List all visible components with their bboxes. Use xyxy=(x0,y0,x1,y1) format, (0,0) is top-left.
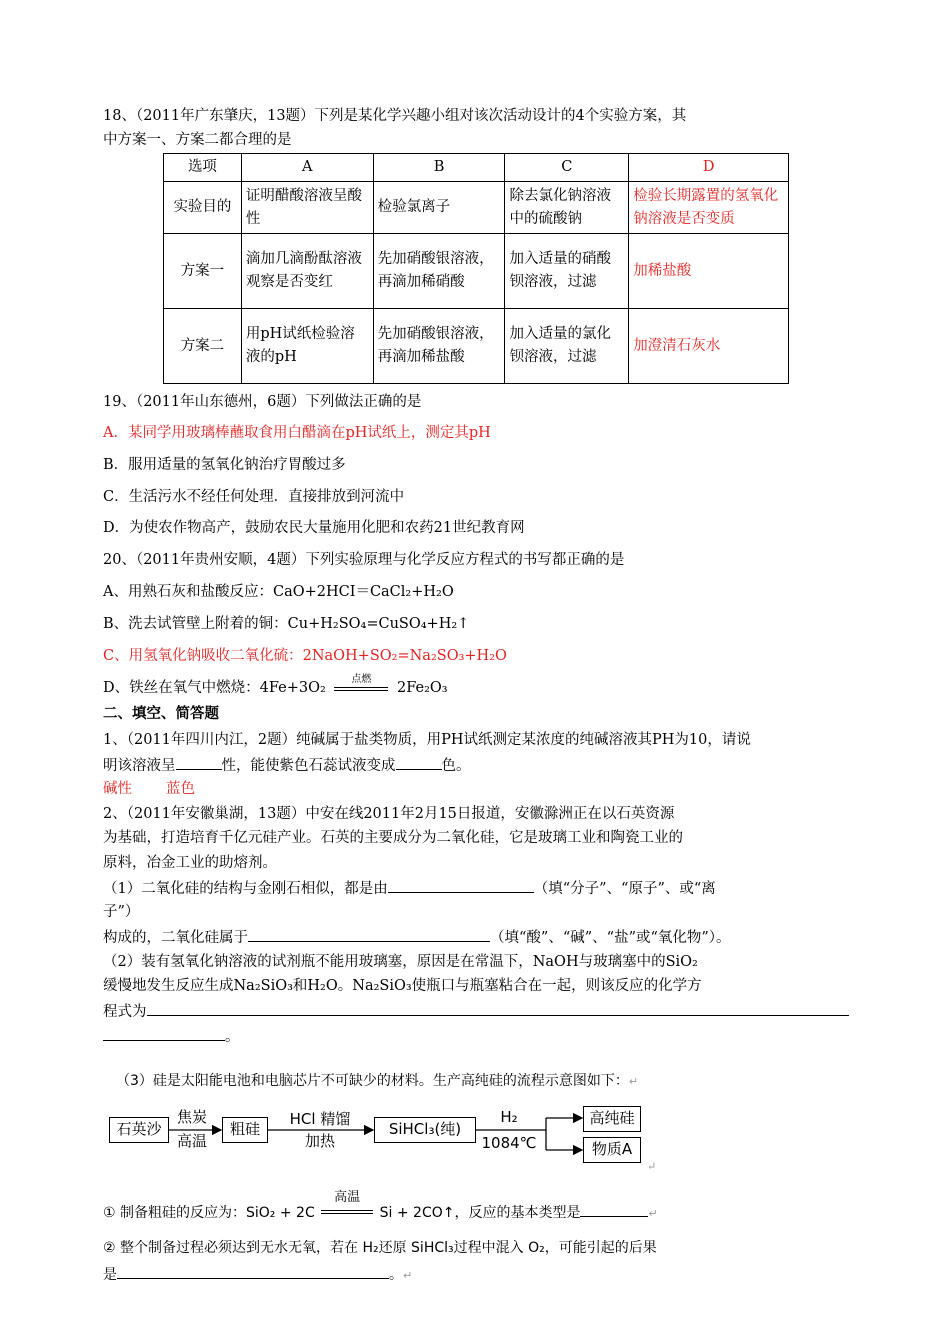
q2-part1-line1: （1）二氧化硅的结构与金刚石相似，都是由 （填“分子”、“原子”、或“离 xyxy=(103,878,716,899)
q2-line1: 2、（2011年安徽巢湖，13题）中安在线2011年2月15日报道，安徽滁洲正在以石英资源 xyxy=(103,806,675,822)
table-cell: 加澄清石灰水 xyxy=(629,309,789,384)
reaction-condition xyxy=(319,1190,375,1222)
q20-option-d-left: D、铁丝在氧气中燃烧：4Fe+3O₂ xyxy=(103,680,326,696)
q1-line1: 1、（2011年四川内江，2题）纯碱属于盐类物质，用PH试纸测定某浓度的纯碱溶液其PH为10，请说 xyxy=(103,732,751,748)
q19-option-c: C．生活污水不经任何处理．直接排放到河流中 xyxy=(103,489,405,505)
q20-option-c: C、用氢氧化钠吸收二氧化硫：2NaOH+SO₂=Na₂SO₃+H₂O xyxy=(103,648,507,664)
q2-part1-line3: 构成的，二氧化硅属于 （填“酸”、“碱”、“盐”或“氧化物”）。 xyxy=(103,927,731,948)
q2-part2-line3: 程式为 xyxy=(103,1001,849,1022)
table-cell: 实验目的 xyxy=(164,182,242,234)
table-header-cell: D xyxy=(629,154,789,182)
q1-line2: 明该溶液呈 性，能使紫色石蕊试液变成 色。 xyxy=(103,755,471,776)
condition-label: 点燃 xyxy=(351,674,372,685)
section-title: 二、填空、简答题 xyxy=(103,706,219,722)
table-header-cell: A xyxy=(241,154,373,182)
return-icon: ↵ xyxy=(403,1269,413,1282)
q19-option-a: A．某同学用玻璃棒蘸取食用白醋滴在pH试纸上，测定其pH xyxy=(103,425,491,441)
table-cell: 检验长期露置的氢氧化钠溶液是否变质 xyxy=(629,182,789,234)
q2-part3-step2-line2: 是 。↵ xyxy=(103,1264,412,1286)
flow-box-pure-silicon: 高纯硅 xyxy=(583,1106,641,1132)
table-cell: 加稀盐酸 xyxy=(629,234,789,309)
table-header-cell: C xyxy=(505,154,629,182)
q2-part3-step1: ① 制备粗硅的反应为：SiO₂ + 2C 高温 Si + 2CO↑，反应的基本类型是 ↵ xyxy=(103,1190,658,1221)
q2-part2-line2: 缓慢地发生反应生成Na₂SiO₃和H₂O。Na₂SiO₃使瓶口与瓶塞粘合在一起，则该反应的化学方 xyxy=(103,978,702,994)
table-cell: 用pH试纸检验溶液的pH xyxy=(241,309,373,384)
flow-box-quartz-sand: 石英沙 xyxy=(109,1117,169,1143)
table-cell: 除去氯化钠溶液中的硫酸钠 xyxy=(505,182,629,234)
table-header-cell: 选项 xyxy=(164,154,242,182)
answer-1: 碱性 xyxy=(103,781,132,797)
return-icon: ↵ xyxy=(648,1207,658,1220)
flow-box-crude-silicon: 粗硅 xyxy=(222,1117,268,1143)
table-header-cell: B xyxy=(373,154,505,182)
q20-option-a: A、用熟石灰和盐酸反应：CaO+2HCI＝CaCl₂+H₂O xyxy=(103,584,454,600)
q2-part3-intro: （3）硅是太阳能电池和电脑芯片不可缺少的材料。生产高纯硅的流程示意图如下：↵ xyxy=(116,1073,639,1089)
answer-2: 蓝色 xyxy=(166,781,195,797)
return-icon: ↵ xyxy=(628,1075,639,1088)
q20-option-d-right: 2Fe₂O₃ xyxy=(397,680,448,696)
q19-option-b: B．服用适量的氢氧化钠治疗胃酸过多 xyxy=(103,457,346,473)
table-cell: 检验氯离子 xyxy=(373,182,505,234)
q20-stem: 20、（2011年贵州安顺，4题）下列实验原理与化学反应方程式的书写都正确的是 xyxy=(103,552,625,568)
flow-label: 高温 xyxy=(176,1132,207,1150)
q2-part1-line2: 子”） xyxy=(103,904,140,920)
q19-option-d: D．为使农作物高产，鼓励农民大量施用化肥和农药21世纪教育网 xyxy=(103,520,525,536)
table-cell: 先加硝酸银溶液，再滴加稀盐酸 xyxy=(373,309,505,384)
condition-label: 高温 xyxy=(334,1190,361,1205)
q19-stem: 19、（2011年山东德州，6题）下列做法正确的是 xyxy=(103,394,422,410)
q20-option-b: B、洗去试管壁上附着的铜：Cu+H₂SO₄=CuSO₄+H₂↑ xyxy=(103,616,470,632)
return-icon: ↵ xyxy=(647,1160,657,1173)
table-cell: 证明醋酸溶液呈酸性 xyxy=(241,182,373,234)
answer-blank[interactable] xyxy=(580,1202,648,1217)
q2-line3: 原料，冶金工业的助熔剂。 xyxy=(103,855,277,871)
flow-label: HCl 精馏 xyxy=(289,1110,351,1128)
flow-box-sihcl3: SiHCl₃(纯) xyxy=(374,1117,476,1143)
answer-blank[interactable] xyxy=(117,1264,389,1279)
table-cell: 加入适量的氯化钡溶液，过滤 xyxy=(505,309,629,384)
table-cell: 滴加几滴酚酞溶液观察是否变红 xyxy=(241,234,373,309)
q2-part2-line4: 。 xyxy=(103,1026,240,1047)
flow-box-substance-a: 物质A xyxy=(583,1137,641,1163)
q2-part3-step2-line1: ② 整个制备过程必须达到无水无氧，若在 H₂还原 SiHCl₃过程中混入 O₂，可能引起的后果 xyxy=(103,1240,657,1256)
q2-part2-line1: （2）装有氢氧化钠溶液的试剂瓶不能用玻璃塞，原因是在常温下，NaOH与玻璃塞中的SiO₂ xyxy=(103,954,698,970)
table-cell: 加入适量的硝酸钡溶液，过滤 xyxy=(505,234,629,309)
flow-label: 1084℃ xyxy=(481,1134,537,1152)
flow-label: 焦炭 xyxy=(176,1108,207,1126)
table-cell: 方案二 xyxy=(164,309,242,384)
q2-line2: 为基础，打造培育千亿元硅产业。石英的主要成分为二氧化硅，它是玻璃工业和陶瓷工业的 xyxy=(103,830,683,846)
flow-label: 加热 xyxy=(304,1132,335,1150)
table-cell: 方案一 xyxy=(164,234,242,309)
q18-stem-line1: 18、（2011年广东肇庆，13题）下列是某化学兴趣小组对该次活动设计的4个实验方案，其 xyxy=(103,108,687,124)
q18-stem-line2: 中方案一、方案二都合理的是 xyxy=(103,132,292,148)
flow-label: H₂ xyxy=(500,1108,518,1126)
table-cell: 先加硝酸银溶液，再滴加稀硝酸 xyxy=(373,234,505,309)
